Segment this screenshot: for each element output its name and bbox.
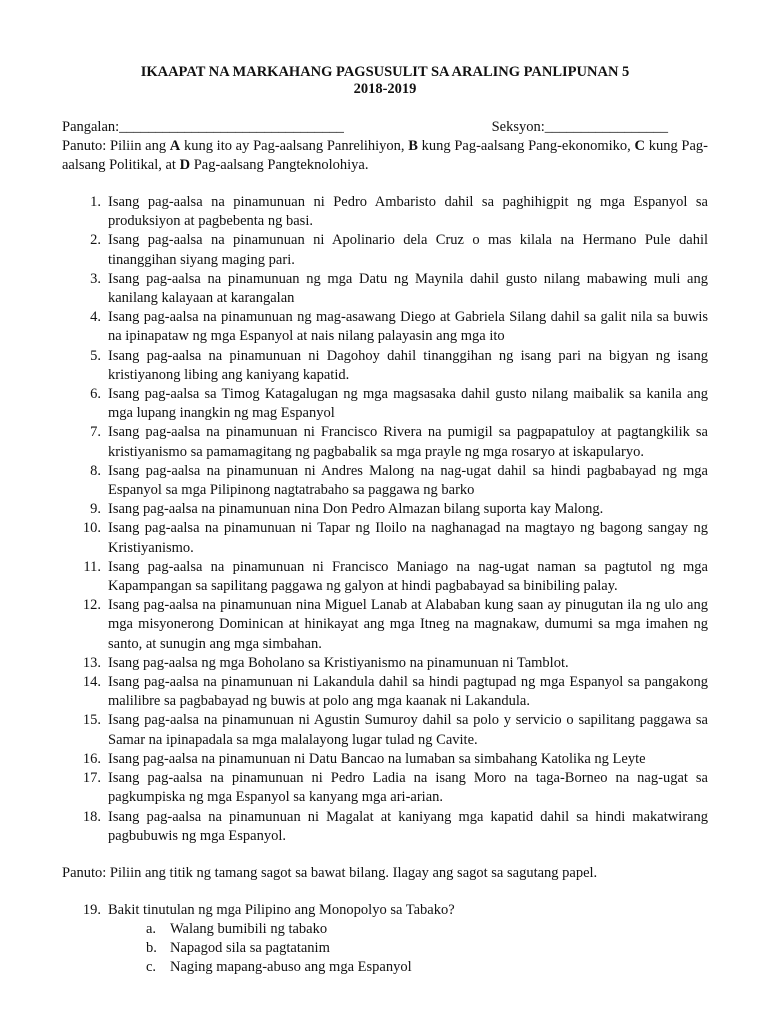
option-text: Napagod sila sa pagtatanim: [170, 939, 330, 956]
question-text: Bakit tinutulan ng mga Pilipino ang Monopolyo sa Tabako?: [108, 901, 455, 918]
question-number: 6.: [90, 386, 101, 403]
question-number: 2.: [90, 232, 101, 249]
question-number: 14.: [82, 674, 101, 691]
question-list: [62, 193, 708, 846]
question-item: [62, 654, 708, 673]
question-item: [62, 462, 708, 500]
question-text: Isang pag-aalsa na pinamunuan ni Magalat at kaniyang mga kapatid dahil sa hindi makatwirang pagbubuwis ng mga Espanyol.: [108, 808, 708, 844]
question-number: 5.: [90, 347, 101, 364]
question-item: [62, 231, 708, 269]
question-text: Isang pag-aalsa na pinamunuan ni Dagohoy dahil tinanggihan ng isang pari na bigyan ng isang kristiyanong libing ang kaniyang kapatid.: [108, 347, 708, 383]
question-item: [62, 308, 708, 346]
student-info-row: [62, 118, 708, 137]
choice-d: D: [179, 157, 191, 173]
instr-text: kung Pag-aalsang Pang-ekonomiko,: [417, 138, 635, 154]
section-field: Seksyon:_________________: [491, 119, 668, 135]
question-number: 17.: [82, 770, 101, 787]
question-text: Isang pag-aalsa na pinamunuan ni Agustin Sumuroy dahil sa polo y servicio o sapilitang paggawa sa Samar na ipinapadala sa mga malalayong lugar tulad ng Cavite.: [108, 712, 708, 748]
question-item: [62, 558, 708, 596]
question-text: Isang pag-aalsa na pinamunuan ni Andres Malong na nag-ugat dahil sa hindi pagbabayad ng mga Espanyol sa mga Pilipinong nagtatrabaho sa paggawa ng barko: [108, 462, 708, 499]
option-letter: a.: [146, 920, 157, 937]
question-number: 4.: [90, 309, 101, 326]
instructions-part1: [62, 137, 708, 175]
question-number: 8.: [90, 462, 101, 479]
answer-option: [146, 920, 708, 939]
question-item: [62, 270, 708, 308]
question-item: [62, 519, 708, 557]
question-item: [62, 500, 708, 519]
question-number: 10.: [82, 520, 101, 537]
question-number: 15.: [82, 712, 101, 729]
question-number: 13.: [82, 654, 101, 671]
choice-a: A: [169, 138, 181, 154]
option-letter: c.: [146, 958, 157, 975]
exam-title: IKAAPAT NA MARKAHANG PAGSUSULIT SA ARALING PANLIPUNAN 5: [140, 64, 630, 80]
question-text: Isang pag-aalsa na pinamunuan nina Miguel Lanab at Alababan kung saan ay pinugutan ila ng ulo ang mga misyonerong Dominican at hinikayat ang mga Itneg na magnakaw, dumumi sa mga imahen ng santo, at sunugin ang mga simbahan.: [108, 597, 708, 652]
choice-c: C: [634, 138, 645, 154]
question-number: 1.: [90, 194, 101, 210]
question-text: Isang pag-aalsa na pinamunuan ng mag-asawang Diego at Gabriela Silang dahil sa galit nila sa buwis na ipinapataw ng mga Espanyol at nais nilang palayasin ang mga ito: [108, 309, 708, 345]
question-item: [62, 901, 708, 920]
question-text: Isang pag-aalsa na pinamunuan ni Tapar ng Iloilo na naghanagad na magtayo ng bagong sangay ng Kristiyanismo.: [108, 520, 708, 556]
question-number: 3.: [90, 270, 101, 287]
instr-text: Panuto: Piliin ang: [62, 138, 170, 154]
question-item: [62, 385, 708, 423]
question-item: [62, 711, 708, 749]
question-item: [62, 596, 708, 654]
option-text: Naging mapang-abuso ang mga Espanyol: [170, 958, 412, 975]
question-number: 9.: [90, 501, 101, 518]
answer-options: [62, 920, 708, 977]
question-text: Isang pag-aalsa na pinamunuan ni Apolinario dela Cruz o mas kilala na Hermano Pule dahil tinanggihan siyang maging pari.: [108, 232, 708, 268]
question-number: 18.: [82, 808, 101, 825]
answer-option: [146, 958, 708, 977]
question-text: Isang pag-aalsa na pinamunuan ni Francisco Rivera na pumigil sa pagpapatuloy at pagtangkilik sa kristiyanismo sa pamamagitang ng pagbabalik sa mga prayle ng mga rosaryo at iskapularyo.: [108, 424, 708, 460]
question-item: [62, 750, 708, 769]
question-number: 16.: [82, 750, 101, 767]
option-text: Walang bumibili ng tabako: [170, 920, 328, 937]
instructions-part2: Panuto: Piliin ang titik ng tamang sagot sa bawat bilang. Ilagay ang sagot sa sagutang papel.: [62, 864, 598, 881]
name-field: Pangalan:_______________________________: [62, 119, 344, 135]
question-number: 19.: [82, 901, 101, 918]
question-number: 12.: [82, 597, 101, 614]
question-number: 11.: [83, 558, 101, 575]
question-text: Isang pag-aalsa ng mga Boholano sa Kristiyanismo na pinamunuan ni Tamblot.: [108, 654, 569, 671]
question-text: Isang pag-aalsa na pinamunuan ni Lakandula dahil sa hindi pagtupad ng mga Espanyol sa pangakong malilibre sa pagbabayad ng buwis at polo ang mga kaanak ni Lakandula.: [108, 674, 708, 710]
question-item: [62, 673, 708, 711]
question-text: Isang pag-aalsa na pinamunuan ni Datu Bancao na lumaban sa simbahang Katolika ng Leyte: [108, 750, 646, 767]
question-text: Isang pag-aalsa na pinamunuan ni Francisco Maniago na nag-ugat naman sa pagtutol ng mga Kapampangan sa sapilitang paggawa ng galyon at hindi pagbabayad sa binibiling palay.: [108, 558, 708, 595]
question-text: Isang pag-aalsa na pinamunuan ni Pedro Ambaristo dahil sa paghihigpit ng mga Espanyol sa produksiyon at pagbebenta ng basi.: [108, 194, 708, 230]
choice-b: B: [408, 138, 418, 154]
question-item: [62, 193, 708, 231]
school-year: 2018-2019: [353, 81, 417, 97]
question-19: [62, 901, 708, 977]
question-item: [62, 423, 708, 461]
answer-option: [146, 939, 708, 958]
question-text: Isang pag-aalsa na pinamunuan ni Pedro Ladia na isang Moro na taga-Borneo na nag-ugat sa pagkumpiska ng mga Espanyol sa kanyang mga ari-arian.: [108, 770, 708, 806]
instr-text: kung ito ay Pag-aalsang Panrelihiyon,: [180, 138, 409, 154]
instr-text: Pag-aalsang Pangteknolohiya.: [190, 157, 369, 173]
question-text: Isang pag-aalsa sa Timog Katagalugan ng mga magsasaka dahil gusto nilang maibalik sa kanila ang mga lupang inangkin ng mag Espanyol: [108, 386, 708, 422]
question-item: [62, 808, 708, 846]
question-text: Isang pag-aalsa na pinamunuan ng mga Datu ng Maynila dahil gusto nilang mabawing muli ang kanilang kalayaan at karangalan: [108, 270, 708, 307]
question-item: [62, 769, 708, 807]
instr-text: kung Pag-aalsang Politikal, at: [62, 138, 708, 173]
question-number: 7.: [90, 424, 101, 441]
question-text: Isang pag-aalsa na pinamunuan nina Don Pedro Almazan bilang suporta kay Malong.: [108, 501, 604, 518]
option-letter: b.: [146, 939, 157, 956]
question-item: [62, 347, 708, 385]
